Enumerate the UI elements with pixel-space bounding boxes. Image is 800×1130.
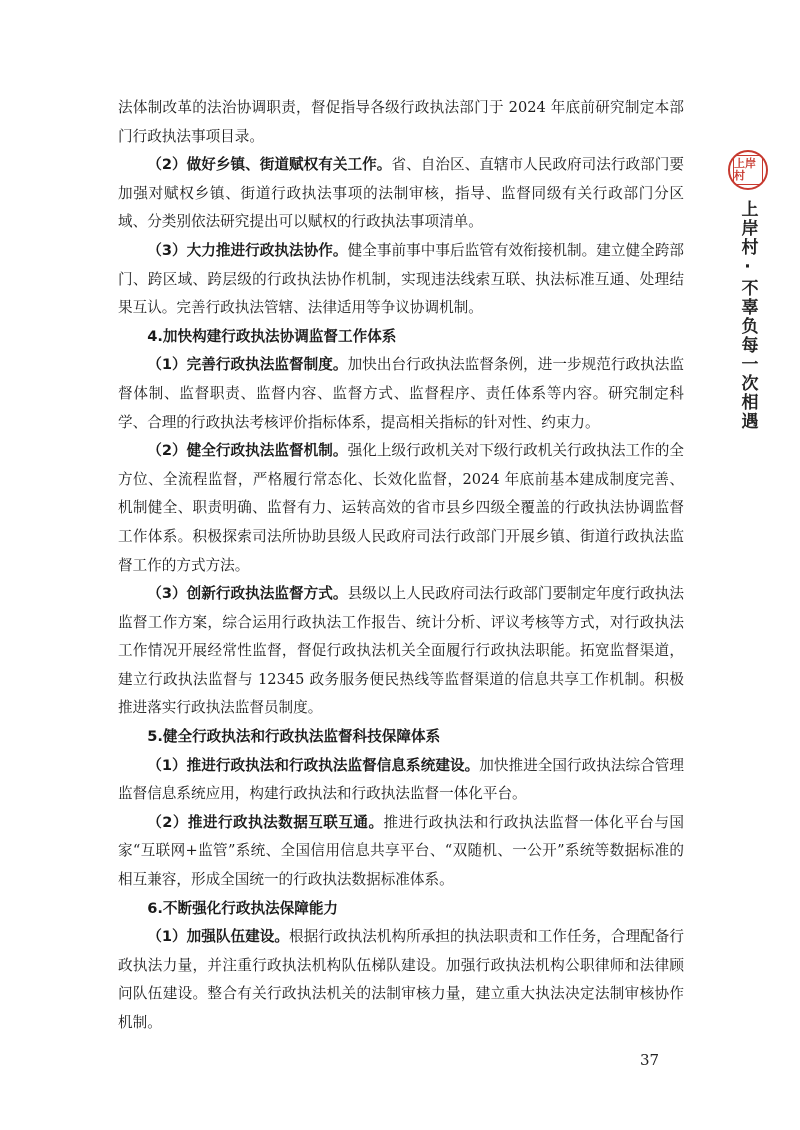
side-slogan: 上岸村·不辜负每一次相遇: [737, 200, 758, 431]
body-paragraph: [118, 151, 684, 237]
body-paragraph: [118, 923, 684, 1037]
section-heading: 4.加快构建行政执法协调监督工作体系: [147, 327, 397, 345]
paragraph-text: 加快推进全国行政执法综合管理监督信息系统应用，构建行政执法和行政执法监督一体化平台。: [118, 756, 684, 803]
paragraph-lead: （2）推进行政执法数据互联互通。: [147, 813, 384, 831]
section-heading: 5.健全行政执法和行政执法监督科技保障体系: [147, 728, 441, 746]
section-heading: 6.不断强化行政执法保障能力: [147, 899, 339, 917]
paragraph-text: 推进行政执法和行政执法监督一体化平台与国家“互联网+监管”系统、全国信用信息共享平台、“双随机、一公开”系统等数据标准的相互兼容，形成全国统一的行政执法数据标准体系。: [118, 813, 684, 889]
paragraph-text: 根据行政执法机构所承担的执法职责和工作任务，合理配备行政执法力量，并注重行政执法机构队伍梯队建设。加强行政执法机构公职律师和法律顾问队伍建设。整合有关行政执法机关的法制审核力量，建立重大执法决定法制审核协作机制。: [118, 928, 684, 1031]
paragraph-lead: （1）完善行政执法监督制度。: [147, 356, 348, 374]
page-body: [118, 94, 684, 1038]
paragraph-lead: （1）加强队伍建设。: [147, 928, 290, 946]
paragraph-text: 加快出台行政执法监督条例，进一步规范行政执法监督体制、监督职责、监督内容、监督方式、监督程序、责任体系等内容。研究制定科学、合理的行政执法考核评价指标体系，提高相关指标的针对性、约束力。: [118, 356, 684, 431]
body-paragraph: [118, 351, 684, 437]
paragraph-lead: （2）健全行政执法监督机制。: [147, 442, 348, 460]
body-paragraph: [118, 437, 684, 580]
paragraph-text: 县级以上人民政府司法行政部门要制定年度行政执法监督工作方案，综合运用行政执法工作报告、统计分析、评议考核等方式，对行政执法工作情况开展经常性监督，督促行政执法机关全面履行行政执法职能。拓宽监督渠道，建立行政执法监督与 12345 政务服务便民热线等监督渠道的信息共享工作机制。积极推进落实行政执法监督员制度。: [118, 585, 684, 717]
page-number: 37: [640, 1051, 660, 1069]
seal-text: 上岸村: [733, 155, 763, 185]
body-paragraph: [118, 580, 684, 723]
seal-logo-icon: [728, 150, 768, 190]
body-paragraph: [118, 237, 684, 323]
paragraph-text: 法体制改革的法治协调职责，督促指导各级行政执法部门于 2024 年底前研究制定本部门行政执法事项目录。: [118, 99, 684, 145]
paragraph-text: 省、自治区、直辖市人民政府司法行政部门要加强对赋权乡镇、街道行政执法事项的法制审核，指导、监督同级有关行政部门分区域、分类别依法研究提出可以赋权的行政执法事项清单。: [118, 156, 684, 231]
body-paragraph: [118, 809, 684, 895]
paragraph-text: 健全事前事中事后监管有效衔接机制。建立健全跨部门、跨区域、跨层级的行政执法协作机制，实现违法线索互联、执法标准互通、处理结果互认。完善行政执法管辖、法律适用等争议协调机制。: [118, 241, 684, 317]
paragraph-lead: （3）大力推进行政执法协作。: [147, 241, 348, 259]
body-paragraph: [118, 752, 684, 809]
paragraph-lead: （3）创新行政执法监督方式。: [147, 585, 348, 603]
paragraph-lead: （1）推进行政执法和行政执法监督信息系统建设。: [147, 756, 480, 774]
side-banner: [722, 150, 774, 431]
paragraph-text: 强化上级行政机关对下级行政机关行政执法工作的全方位、全流程监督，严格履行常态化、长效化监督，2024 年底前基本建成制度完善、机制健全、职责明确、监督有力、运转高效的省市县乡四级全覆盖的行政执法协调监督工作体系。积极探索司法所协助县级人民政府司法行政部门开展乡镇、街道行政执法监督工作的方式方法。: [118, 442, 684, 574]
paragraph-lead: （2）做好乡镇、街道赋权有关工作。: [147, 156, 392, 174]
body-paragraph: [118, 94, 684, 151]
